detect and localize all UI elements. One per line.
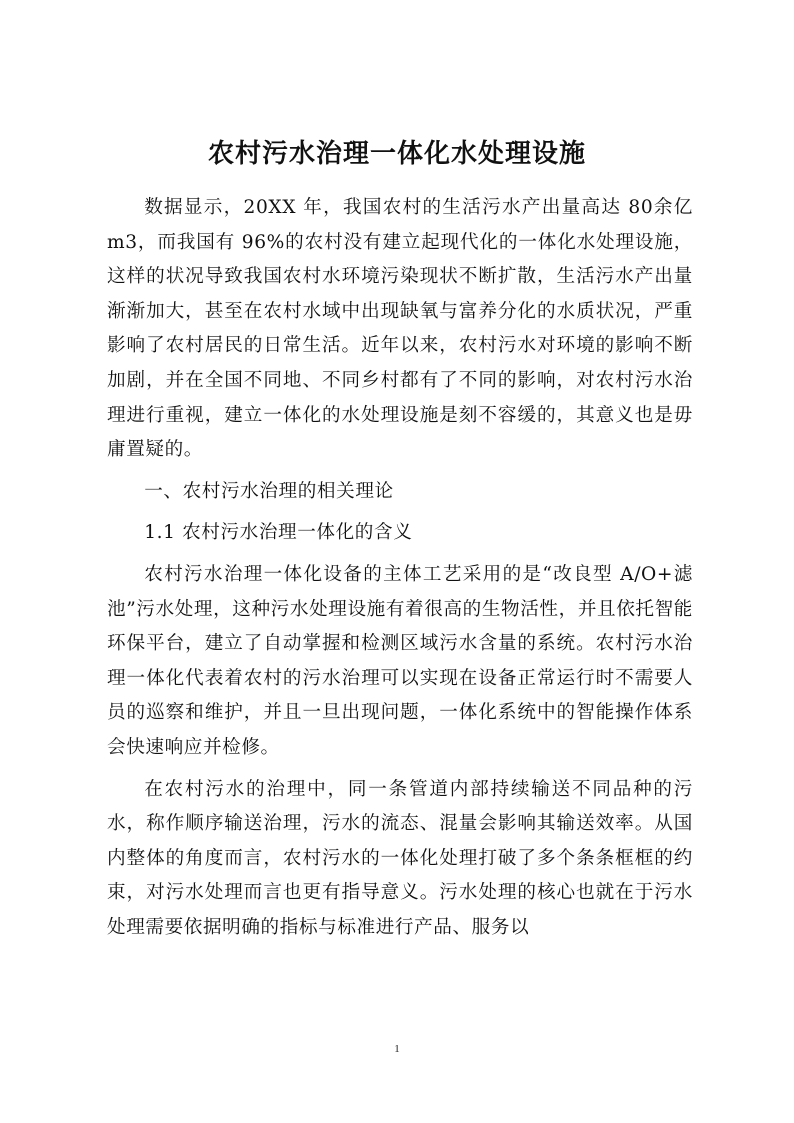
page-number: 1	[394, 1043, 400, 1055]
document-body	[107, 191, 693, 945]
paragraph-definition: 农村污水治理一体化设备的主体工艺采用的是“改良型 A/O+滤池”污水处理，这种污水处理设施有着很高的生物活性，并且依托智能环保平台，建立了自动掌握和检测区域污水含量的系统。农村污水治理一体化代表着农村的污水治理可以实现在设备正常运行时不需要人员的巡察和维护，并且一旦出现问题，一体化系统中的智能操作体系会快速响应并检修。	[107, 563, 693, 758]
subsection-heading-1-1: 1.1 农村污水治理一体化的含义	[144, 522, 413, 544]
document-title: 农村污水治理一体化水处理设施	[207, 139, 586, 169]
paragraph-intro: 数据显示，20XX 年，我国农村的生活污水产出量高达 80余亿 m3，而我国有 96%的农村没有建立起现代化的一体化水处理设施，这样的状况导致我国农村水环境污染现状不断扩散，生活污水产出量渐渐加大，甚至在农村水域中出现缺氧与富养分化的水质状况，严重影响了农村居民的日常生活。近年以来，农村污水对环境的影响不断加剧，并在全国不同地、不同乡村都有了不同的影响，对农村污水治理进行重视，建立一体化的水处理设施是刻不容缓的，其意义也是毋庸置疑的。	[107, 197, 693, 461]
paragraph-sequential-treatment: 在农村污水的治理中，同一条管道内部持续输送不同品种的污水，称作顺序输送治理，污水的流态、混量会影响其输送效率。从国内整体的角度而言，农村污水的一体化处理打破了多个条条框框的约束，对污水处理而言也更有指导意义。污水处理的核心也就在于污水处理需要依据明确的指标与标准进行产品、服务以	[107, 778, 693, 938]
section-heading-1: 一、农村污水治理的相关理论	[144, 480, 394, 502]
